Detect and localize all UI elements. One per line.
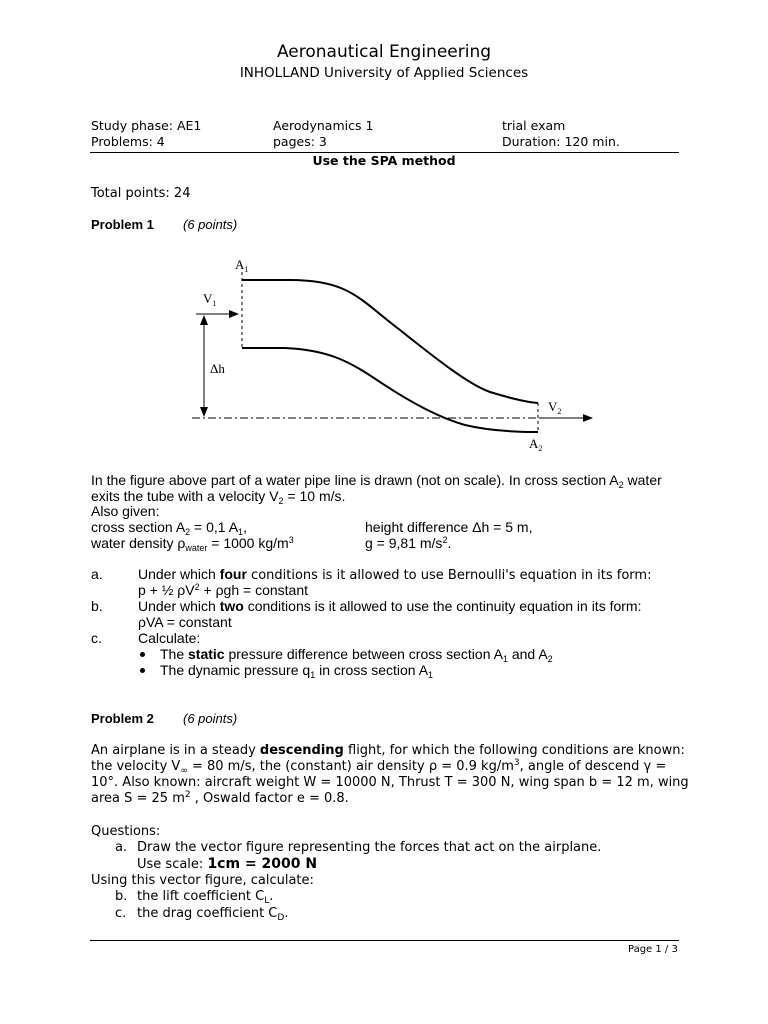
problem-count: Problems: 4: [91, 134, 165, 149]
document-title: Aeronautical Engineering: [276, 42, 492, 62]
bullet-icon: [140, 668, 145, 673]
label-v1: $V_1$: [203, 291, 217, 308]
pipe-figure: [0, 0, 768, 470]
exam-duration: Duration: 120 min.: [502, 134, 620, 149]
p1-qb-text: Under which two conditions is it allowed to use the continuity equation in its form:: [138, 598, 642, 614]
p1-given-cross-section: cross section $A_2 = 0,1$ $A_1$,: [91, 519, 247, 537]
p2-qa-text: Draw the vector figure representing the forces that act on the airplane.: [137, 840, 602, 855]
p1-qa-letter: a.: [91, 566, 103, 582]
p1-given-density: water density $\rho_{water} = 1000$ $kg/m^3$: [91, 535, 294, 553]
p1-qb-letter: b.: [91, 598, 103, 614]
bullet-icon: [140, 652, 145, 657]
p2-line4: area S = 25 $m^2$ , Oswald factor e = 0.8.: [91, 790, 349, 806]
exam-type: trial exam: [502, 118, 566, 133]
p2-qb-letter: b.: [115, 889, 128, 904]
p1-intro-line1: In the figure above part of a water pipe line is drawn (not on scale). In cross section $A_2$ water: [91, 472, 662, 490]
pipe-upper-wall: [242, 280, 538, 403]
page-count: pages: 3: [273, 134, 327, 149]
p1-continuity-equation: ρVA = constant: [138, 614, 232, 630]
p2-qc-letter: c.: [115, 906, 127, 921]
label-v2: $V_2$: [548, 399, 562, 416]
problem1-label: Problem 1: [91, 217, 154, 232]
p1-given-height: height difference Δh = 5 m,: [365, 519, 533, 535]
p2-qa-letter: a.: [115, 840, 128, 855]
p1-qa-text: Under which four conditions is it allowed to use Bernoulli's equation in its form:: [138, 566, 652, 583]
p1-intro-line2: exits the tube with a velocity $V_2 = 10$ m/s.: [91, 488, 346, 506]
p1-qc-letter: c.: [91, 630, 102, 646]
problem2-label: Problem 2: [91, 711, 154, 726]
p1-also-given: Also given:: [91, 503, 160, 519]
label-a2: $A_2$: [529, 436, 543, 453]
p2-questions-label: Questions:: [91, 824, 161, 839]
study-phase: Study phase: AE1: [91, 118, 202, 133]
problem1-points: (6 points): [183, 217, 238, 232]
p1-given-gravity: g = 9,81 $m/s^2$.: [365, 535, 452, 551]
document-subtitle: INHOLLAND University of Applied Sciences: [239, 65, 529, 81]
page-number: Page 1 / 3: [628, 944, 678, 955]
p1-bernoulli-equation: p + ½ $\rho V^2 + \rho gh$ = constant: [138, 582, 308, 598]
p2-line1: An airplane is in a steady descending flight, for which the following conditions are known:: [91, 743, 685, 758]
p2-line3: 10°. Also known: aircraft weight W = 10000 N, Thrust T = 300 N, wing span b = 12 m, wing: [91, 775, 689, 790]
p1-bullet-static-pressure: The static pressure difference between cross section $A_1$ and $A_2$: [160, 646, 553, 664]
label-delta-h: Δh: [210, 361, 225, 376]
p1-bullet-dynamic-pressure: The dynamic pressure $q_1$ in cross section $A_1$: [160, 662, 434, 680]
method-note: Use the SPA method: [312, 153, 456, 168]
p2-qb-text: the lift coefficient $C_L$.: [137, 889, 274, 906]
pipe-lower-wall: [242, 348, 538, 432]
footer-divider: [90, 940, 679, 941]
p2-using-text: Using this vector figure, calculate:: [91, 873, 314, 888]
problem2-points: (6 points): [183, 711, 238, 726]
p2-qc-text: the drag coefficient $C_D$.: [137, 906, 289, 923]
course-name: Aerodynamics 1: [273, 118, 374, 133]
p1-qc-text: Calculate:: [138, 630, 201, 646]
p2-qa-scale: Use scale: 1cm = 2000 N: [137, 856, 318, 872]
total-points: Total points: 24: [91, 186, 191, 201]
label-a1: $A_1$: [235, 257, 249, 274]
p2-line2: the velocity $V_\infty = 80$ m/s, the (constant) air density ρ = 0.9 $kg/m^3$, angle of descend γ =: [91, 758, 667, 776]
